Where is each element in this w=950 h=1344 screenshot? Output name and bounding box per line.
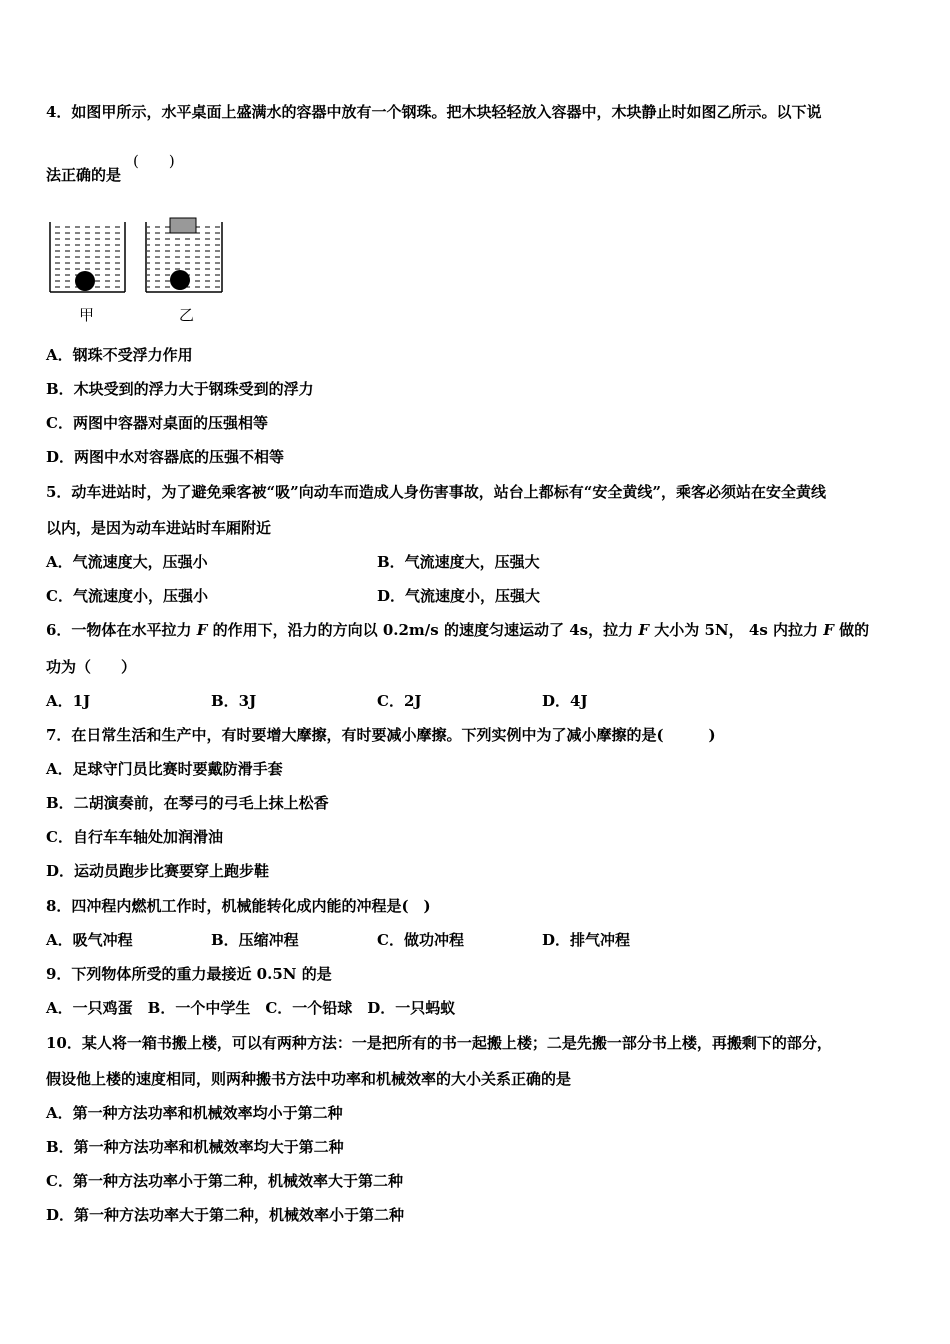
container-a [50, 222, 125, 292]
q10-option-c: C．第一种方法功率小于第二种，机械效率大于第二种 [46, 1172, 403, 1190]
q4-stem-line1: 4．如图甲所示，水平桌面上盛满水的容器中放有一个钢珠。把木块轻轻放入容器中，木块静止时如图乙所示。以下说 [46, 103, 822, 121]
q10-option-a: A．第一种方法功率和机械效率均小于第二种 [46, 1104, 343, 1122]
q9-stem: 9．下列物体所受的重力最接近 0.5N 的是 [46, 965, 332, 983]
q5-option-c: C．气流速度小，压强小 [46, 587, 208, 605]
q7-option-a: A．足球守门员比赛时要戴防滑手套 [46, 760, 283, 778]
containers-diagram [44, 212, 234, 327]
q4-option-b: B．木块受到的浮力大于钢珠受到的浮力 [46, 380, 314, 398]
q7-option-d: D．运动员跑步比赛要穿上跑步鞋 [46, 862, 270, 880]
q10-stem-line2: 假设他上楼的速度相同，则两种搬书方法中功率和机械效率的大小关系正确的是 [46, 1070, 572, 1088]
q8-option-b: B．压缩冲程 [211, 931, 299, 949]
q5-option-a: A．气流速度大，压强小 [46, 553, 208, 571]
q4-option-d: D．两图中水对容器底的压强不相等 [46, 448, 285, 466]
q5-option-d: D．气流速度小，压强大 [377, 587, 541, 605]
q6-option-a: A．1J [46, 692, 91, 710]
container-b [146, 218, 222, 292]
steel-ball-a [75, 271, 95, 291]
q6-option-d: D．4J [542, 692, 588, 710]
q6-stem-line1: 6．一物体在水平拉力 F 的作用下，沿力的方向以 0.2m/s 的速度匀速运动了 4s，拉力 F 大小为 5N， 4s 内拉力 F 做的 [46, 621, 870, 639]
q7-option-c: C．自行车车轴处加润滑油 [46, 828, 223, 846]
q10-option-b: B．第一种方法功率和机械效率均大于第二种 [46, 1138, 344, 1156]
q4-answer-paren: ( ) [133, 152, 175, 170]
q8-option-c: C．做功冲程 [377, 931, 464, 949]
q5-option-b: B．气流速度大，压强大 [377, 553, 540, 571]
q10-stem-line1: 10．某人将一箱书搬上楼，可以有两种方法：一是把所有的书一起搬上楼；二是先搬一部分书上楼，再搬剩下的部分， [46, 1034, 832, 1052]
q6-option-c: C．2J [377, 692, 422, 710]
q7-option-b: B．二胡演奏前，在琴弓的弓毛上抹上松香 [46, 794, 329, 812]
q7-stem: 7．在日常生活和生产中，有时要增大摩擦，有时要减小摩擦。下列实例中为了减小摩擦的是( ) [46, 726, 716, 744]
q8-option-d: D．排气冲程 [542, 931, 631, 949]
q6-stem-line2: 功为（ ） [46, 658, 137, 676]
q4-stem-line2: 法正确的是 [46, 166, 122, 184]
q4-figure [44, 212, 234, 331]
q4-option-a: A．钢珠不受浮力作用 [46, 346, 193, 364]
q9-options: A．一只鸡蛋 B．一个中学生 C．一个铅球 D．一只蚂蚁 [46, 999, 456, 1017]
steel-ball-b [170, 270, 190, 290]
q8-stem: 8．四冲程内燃机工作时，机械能转化成内能的冲程是( ) [46, 897, 431, 915]
q6-option-b: B．3J [211, 692, 257, 710]
figure-label-b: 乙 [179, 306, 195, 324]
q5-stem-line2: 以内，是因为动车进站时车厢附近 [46, 519, 272, 537]
wood-block [170, 218, 196, 233]
q10-option-d: D．第一种方法功率大于第二种，机械效率小于第二种 [46, 1206, 405, 1224]
q5-stem-line1: 5．动车进站时，为了避免乘客被“吸”向动车而造成人身伤害事故，站台上都标有“安全黄线”，乘客必须站在安全黄线 [46, 483, 826, 501]
figure-label-a: 甲 [79, 306, 95, 324]
q8-option-a: A．吸气冲程 [46, 931, 133, 949]
q4-option-c: C．两图中容器对桌面的压强相等 [46, 414, 268, 432]
